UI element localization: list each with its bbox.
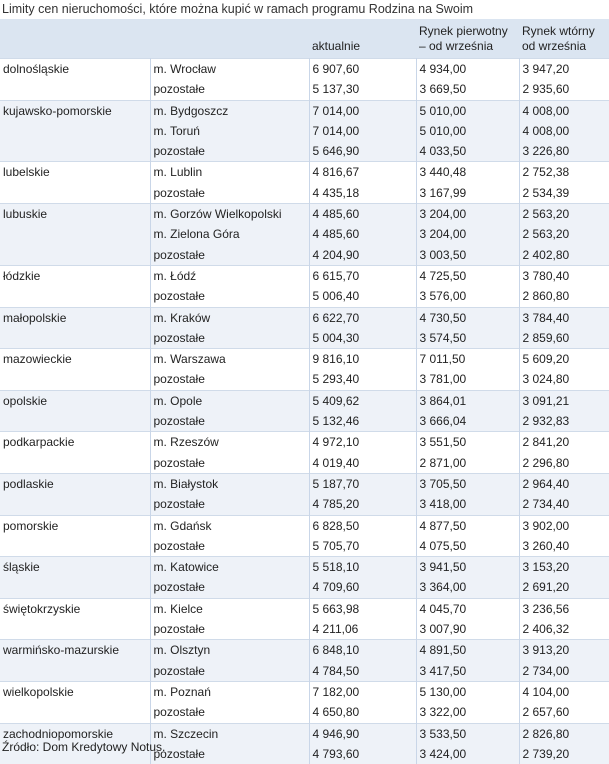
header-current: aktualnie <box>309 19 416 59</box>
table-row <box>0 536 609 557</box>
current-limit-cell: 9 816,10 <box>309 349 416 370</box>
primary-market-cell: 4 045,70 <box>416 598 519 619</box>
current-limit-cell: 4 019,40 <box>309 453 416 474</box>
region-cell: warmińsko-mazurskie <box>0 640 150 661</box>
primary-market-cell: 3 204,00 <box>416 204 519 225</box>
secondary-market-cell: 2 826,80 <box>519 723 609 744</box>
table-row <box>0 640 609 661</box>
table-row <box>0 681 609 702</box>
current-limit-cell: 6 828,50 <box>309 515 416 536</box>
area-cell: m. Białystok <box>150 473 309 494</box>
current-limit-cell: 4 709,60 <box>309 577 416 598</box>
region-cell: zachodniopomorskie <box>0 723 150 744</box>
primary-market-cell: 3 666,04 <box>416 411 519 432</box>
area-cell: m. Opole <box>150 390 309 411</box>
table-row <box>0 473 609 494</box>
primary-market-cell: 4 891,50 <box>416 640 519 661</box>
secondary-market-cell: 2 935,60 <box>519 79 609 100</box>
region-cell: małopolskie <box>0 307 150 328</box>
table-row <box>0 557 609 578</box>
table-row <box>0 702 609 723</box>
current-limit-cell: 5 663,98 <box>309 598 416 619</box>
region-cell <box>0 369 150 390</box>
secondary-market-cell: 2 406,32 <box>519 619 609 640</box>
table-row <box>0 59 609 80</box>
secondary-market-cell: 2 734,00 <box>519 661 609 682</box>
primary-market-cell: 3 424,00 <box>416 744 519 764</box>
region-cell <box>0 619 150 640</box>
secondary-market-cell: 2 859,60 <box>519 328 609 349</box>
current-limit-cell: 6 615,70 <box>309 265 416 286</box>
area-cell: m. Rzeszów <box>150 432 309 453</box>
primary-market-cell: 3 551,50 <box>416 432 519 453</box>
current-limit-cell: 6 848,10 <box>309 640 416 661</box>
area-cell: pozostałe <box>150 619 309 640</box>
region-cell: łódzkie <box>0 265 150 286</box>
current-limit-cell: 5 705,70 <box>309 536 416 557</box>
area-cell: pozostałe <box>150 183 309 204</box>
area-cell: pozostałe <box>150 141 309 162</box>
header-secondary-market: Rynek wtórny od września <box>519 19 609 59</box>
area-cell: m. Łódź <box>150 265 309 286</box>
secondary-market-cell: 4 104,00 <box>519 681 609 702</box>
secondary-market-cell: 3 236,56 <box>519 598 609 619</box>
area-cell: pozostałe <box>150 577 309 598</box>
table-row <box>0 79 609 100</box>
primary-market-cell: 4 033,50 <box>416 141 519 162</box>
region-cell: podkarpackie <box>0 432 150 453</box>
current-limit-cell: 4 946,90 <box>309 723 416 744</box>
region-cell: lubelskie <box>0 162 150 183</box>
primary-market-cell: 3 007,90 <box>416 619 519 640</box>
primary-market-cell: 5 010,00 <box>416 100 519 121</box>
header-region <box>0 19 150 59</box>
header-primary-market: Rynek pierwotny – od września <box>416 19 519 59</box>
table-row <box>0 349 609 370</box>
region-cell: opolskie <box>0 390 150 411</box>
area-cell: pozostałe <box>150 453 309 474</box>
current-limit-cell: 4 650,80 <box>309 702 416 723</box>
secondary-market-cell: 2 841,20 <box>519 432 609 453</box>
secondary-market-cell: 3 902,00 <box>519 515 609 536</box>
region-cell <box>0 453 150 474</box>
secondary-market-cell: 3 780,40 <box>519 265 609 286</box>
primary-market-cell: 3 705,50 <box>416 473 519 494</box>
table-row <box>0 328 609 349</box>
table-row <box>0 286 609 307</box>
region-cell <box>0 494 150 515</box>
region-cell <box>0 286 150 307</box>
area-cell: pozostałe <box>150 245 309 266</box>
region-cell <box>0 536 150 557</box>
table-body <box>0 59 609 764</box>
current-limit-cell: 6 622,70 <box>309 307 416 328</box>
secondary-market-cell: 2 534,39 <box>519 183 609 204</box>
area-cell: pozostałe <box>150 79 309 100</box>
current-limit-cell: 5 518,10 <box>309 557 416 578</box>
area-cell: m. Wrocław <box>150 59 309 80</box>
primary-market-cell: 4 877,50 <box>416 515 519 536</box>
secondary-market-cell: 3 226,80 <box>519 141 609 162</box>
primary-market-cell: 3 864,01 <box>416 390 519 411</box>
secondary-market-cell: 2 739,20 <box>519 744 609 764</box>
current-limit-cell: 4 793,60 <box>309 744 416 764</box>
region-cell <box>0 661 150 682</box>
secondary-market-cell: 2 691,20 <box>519 577 609 598</box>
primary-market-cell: 2 871,00 <box>416 453 519 474</box>
primary-market-cell: 3 417,50 <box>416 661 519 682</box>
primary-market-cell: 3 322,00 <box>416 702 519 723</box>
area-cell: pozostałe <box>150 286 309 307</box>
area-cell: pozostałe <box>150 369 309 390</box>
area-cell: m. Poznań <box>150 681 309 702</box>
current-limit-cell: 5 187,70 <box>309 473 416 494</box>
region-cell: świętokrzyskie <box>0 598 150 619</box>
area-cell: m. Bydgoszcz <box>150 100 309 121</box>
table-row <box>0 245 609 266</box>
primary-market-cell: 3 576,00 <box>416 286 519 307</box>
area-cell: m. Kraków <box>150 307 309 328</box>
primary-market-cell: 4 934,00 <box>416 59 519 80</box>
secondary-market-cell: 4 008,00 <box>519 100 609 121</box>
area-cell: pozostałe <box>150 494 309 515</box>
table-row <box>0 432 609 453</box>
region-cell <box>0 411 150 432</box>
current-limit-cell: 5 646,90 <box>309 141 416 162</box>
table-row <box>0 453 609 474</box>
region-cell: śląskie <box>0 557 150 578</box>
table-row <box>0 162 609 183</box>
primary-market-cell: 5 010,00 <box>416 121 519 141</box>
secondary-market-cell: 3 784,40 <box>519 307 609 328</box>
primary-market-cell: 7 011,50 <box>416 349 519 370</box>
current-limit-cell: 4 485,60 <box>309 224 416 244</box>
primary-market-cell: 4 075,50 <box>416 536 519 557</box>
current-limit-cell: 5 004,30 <box>309 328 416 349</box>
area-cell: pozostałe <box>150 661 309 682</box>
secondary-market-cell: 3 913,20 <box>519 640 609 661</box>
current-limit-cell: 5 409,62 <box>309 390 416 411</box>
secondary-market-cell: 2 734,40 <box>519 494 609 515</box>
current-limit-cell: 5 137,30 <box>309 79 416 100</box>
primary-market-cell: 4 725,50 <box>416 265 519 286</box>
primary-market-cell: 3 440,48 <box>416 162 519 183</box>
primary-market-cell: 3 204,00 <box>416 224 519 244</box>
area-cell: m. Katowice <box>150 557 309 578</box>
area-cell: pozostałe <box>150 744 309 764</box>
region-cell <box>0 245 150 266</box>
table-row <box>0 390 609 411</box>
current-limit-cell: 4 204,90 <box>309 245 416 266</box>
region-cell: pomorskie <box>0 515 150 536</box>
table-row <box>0 307 609 328</box>
area-cell: pozostałe <box>150 536 309 557</box>
current-limit-cell: 5 293,40 <box>309 369 416 390</box>
current-limit-cell: 7 014,00 <box>309 121 416 141</box>
region-cell: dolnośląskie <box>0 59 150 80</box>
current-limit-cell: 4 485,60 <box>309 204 416 225</box>
table-row <box>0 369 609 390</box>
area-cell: m. Zielona Góra <box>150 224 309 244</box>
region-cell <box>0 224 150 244</box>
price-limits-table <box>0 19 609 764</box>
secondary-market-cell: 4 008,00 <box>519 121 609 141</box>
current-limit-cell: 4 435,18 <box>309 183 416 204</box>
region-cell: podlaskie <box>0 473 150 494</box>
region-cell: wielkopolskie <box>0 681 150 702</box>
table-row <box>0 141 609 162</box>
table-row <box>0 204 609 225</box>
region-cell: lubuskie <box>0 204 150 225</box>
current-limit-cell: 5 132,46 <box>309 411 416 432</box>
area-cell: m. Kielce <box>150 598 309 619</box>
area-cell: m. Olsztyn <box>150 640 309 661</box>
area-cell: pozostałe <box>150 328 309 349</box>
primary-market-cell: 5 130,00 <box>416 681 519 702</box>
region-cell <box>0 328 150 349</box>
secondary-market-cell: 2 296,80 <box>519 453 609 474</box>
header-area <box>150 19 309 59</box>
secondary-market-cell: 3 024,80 <box>519 369 609 390</box>
table-row <box>0 224 609 244</box>
region-cell <box>0 183 150 204</box>
table-row <box>0 577 609 598</box>
secondary-market-cell: 3 153,20 <box>519 557 609 578</box>
region-cell <box>0 121 150 141</box>
header-row <box>0 19 609 59</box>
region-cell <box>0 702 150 723</box>
primary-market-cell: 3 364,00 <box>416 577 519 598</box>
secondary-market-cell: 3 091,21 <box>519 390 609 411</box>
region-cell <box>0 141 150 162</box>
current-limit-cell: 4 784,50 <box>309 661 416 682</box>
secondary-market-cell: 3 947,20 <box>519 59 609 80</box>
secondary-market-cell: 2 657,60 <box>519 702 609 723</box>
table-row <box>0 411 609 432</box>
current-limit-cell: 7 182,00 <box>309 681 416 702</box>
current-limit-cell: 4 785,20 <box>309 494 416 515</box>
area-cell: m. Gorzów Wielkopolski <box>150 204 309 225</box>
table-row <box>0 515 609 536</box>
area-cell: m. Gdańsk <box>150 515 309 536</box>
table-title: Limity cen nieruchomości, które można kupić w ramach programu Rodzina na Swoim <box>2 2 473 16</box>
primary-market-cell: 3 418,00 <box>416 494 519 515</box>
current-limit-cell: 6 907,60 <box>309 59 416 80</box>
table-row <box>0 265 609 286</box>
table-row <box>0 494 609 515</box>
primary-market-cell: 3 781,00 <box>416 369 519 390</box>
secondary-market-cell: 5 609,20 <box>519 349 609 370</box>
area-cell: pozostałe <box>150 702 309 723</box>
table-row <box>0 661 609 682</box>
region-cell <box>0 79 150 100</box>
secondary-market-cell: 2 964,40 <box>519 473 609 494</box>
area-cell: pozostałe <box>150 411 309 432</box>
primary-market-cell: 3 167,99 <box>416 183 519 204</box>
region-cell: kujawsko-pomorskie <box>0 100 150 121</box>
region-cell: mazowieckie <box>0 349 150 370</box>
table-row <box>0 121 609 141</box>
primary-market-cell: 3 574,50 <box>416 328 519 349</box>
current-limit-cell: 7 014,00 <box>309 100 416 121</box>
secondary-market-cell: 3 260,40 <box>519 536 609 557</box>
current-limit-cell: 4 972,10 <box>309 432 416 453</box>
area-cell: m. Szczecin <box>150 723 309 744</box>
secondary-market-cell: 2 932,83 <box>519 411 609 432</box>
primary-market-cell: 3 941,50 <box>416 557 519 578</box>
secondary-market-cell: 2 752,38 <box>519 162 609 183</box>
primary-market-cell: 3 669,50 <box>416 79 519 100</box>
source-note: Źródło: Dom Kredytowy Notus. <box>2 740 165 754</box>
secondary-market-cell: 2 563,20 <box>519 204 609 225</box>
region-cell <box>0 577 150 598</box>
current-limit-cell: 4 211,06 <box>309 619 416 640</box>
table-row <box>0 619 609 640</box>
table-row <box>0 183 609 204</box>
current-limit-cell: 4 816,67 <box>309 162 416 183</box>
area-cell: m. Warszawa <box>150 349 309 370</box>
secondary-market-cell: 2 402,80 <box>519 245 609 266</box>
secondary-market-cell: 2 860,80 <box>519 286 609 307</box>
primary-market-cell: 4 730,50 <box>416 307 519 328</box>
area-cell: m. Toruń <box>150 121 309 141</box>
primary-market-cell: 3 533,50 <box>416 723 519 744</box>
table-row <box>0 100 609 121</box>
current-limit-cell: 5 006,40 <box>309 286 416 307</box>
table-row <box>0 598 609 619</box>
secondary-market-cell: 2 563,20 <box>519 224 609 244</box>
primary-market-cell: 3 003,50 <box>416 245 519 266</box>
area-cell: m. Lublin <box>150 162 309 183</box>
